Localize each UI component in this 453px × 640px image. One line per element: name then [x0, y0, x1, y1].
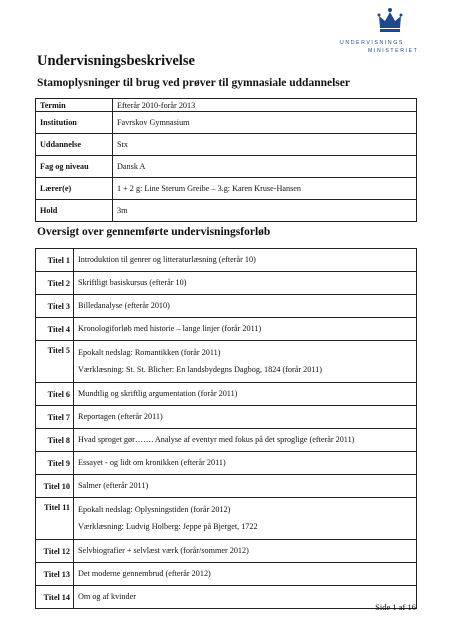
page-number: Side 1 af 16 [375, 602, 416, 612]
course-description [74, 295, 417, 318]
page-subtitle: Stamoplysninger til brug ved prøver til gymnasiale uddannelser [37, 77, 350, 89]
course-label: Titel 8 [36, 429, 74, 452]
table-row [36, 178, 417, 200]
courses-table [35, 248, 417, 609]
course-description [74, 318, 417, 341]
ministry-logo [340, 6, 440, 61]
course-label: Titel 3 [36, 295, 74, 318]
table-row [36, 156, 417, 178]
table-row [36, 200, 417, 222]
info-label: Hold [36, 200, 113, 222]
section-heading: Oversigt over gennemførte undervisningsforløb [37, 226, 271, 238]
course-line: Hvad sproget gør……. Analyse af eventyr med fokus på det sproglige (efterår 2011) [78, 435, 355, 444]
course-label: Titel 14 [36, 586, 74, 609]
table-row [36, 318, 417, 341]
info-value: 3m [113, 200, 417, 222]
course-description [74, 429, 417, 452]
course-description [74, 383, 417, 406]
course-line: Salmer (efterår 2011) [78, 481, 149, 490]
table-row [36, 99, 417, 112]
logo-text-line2: MINISTERIET [368, 48, 419, 54]
table-row [36, 249, 417, 272]
info-value: 1 + 2 g: Line Sterum Greibe – 3.g: Karen Kruse-Hansen [113, 178, 417, 200]
info-table [35, 98, 417, 222]
course-line: Epokalt nedslag: Oplysningstiden (forår 2012) [78, 505, 231, 514]
course-description [74, 341, 417, 383]
course-line: Kronologiforløb med historie – lange linjer (forår 2011) [78, 324, 262, 333]
info-label: Termin [36, 99, 113, 112]
course-line: Værklæsning: Ludvig Holberg: Jeppe på Bjerget, 1722 [78, 522, 258, 531]
course-description [74, 406, 417, 429]
info-label: Institution [36, 112, 113, 134]
course-label: Titel 4 [36, 318, 74, 341]
course-label: Titel 9 [36, 452, 74, 475]
course-line: Mundtlig og skriftlig argumentation (forår 2011) [78, 389, 238, 398]
table-row [36, 341, 417, 383]
table-row [36, 452, 417, 475]
course-line: Skriftligt basiskursus (efterår 10) [78, 278, 187, 287]
course-label: Titel 12 [36, 540, 74, 563]
info-value: Dansk A [113, 156, 417, 178]
info-label: Lærer(e) [36, 178, 113, 200]
course-line: Essayet - og lidt om kronikken (efterår 2011) [78, 458, 226, 467]
table-row [36, 134, 417, 156]
info-value: Efterår 2010-forår 2013 [113, 99, 417, 112]
info-value: Stx [113, 134, 417, 156]
table-row [36, 295, 417, 318]
course-description [74, 475, 417, 498]
page-title: Undervisningsbeskrivelse [37, 53, 195, 69]
course-description [74, 249, 417, 272]
table-row [36, 563, 417, 586]
course-description [74, 498, 417, 540]
table-row [36, 406, 417, 429]
logo-text-line1: UNDERVISNINGS [340, 40, 404, 46]
table-row [36, 540, 417, 563]
course-line: Værklæsning: St. St. Blicher: En landsbydegns Dagbog, 1824 (forår 2011) [78, 365, 322, 374]
course-label: Titel 11 [36, 498, 74, 540]
course-label: Titel 2 [36, 272, 74, 295]
table-row [36, 383, 417, 406]
info-label: Fag og niveau [36, 156, 113, 178]
table-row [36, 429, 417, 452]
course-line: Billedanalyse (efterår 2010) [78, 301, 170, 310]
course-description [74, 452, 417, 475]
course-description [74, 563, 417, 586]
course-description [74, 272, 417, 295]
course-line: Reportagen (efterår 2011) [78, 412, 163, 421]
course-line: Om og af kvinder [78, 592, 136, 601]
info-label: Uddannelse [36, 134, 113, 156]
crown-icon [375, 6, 405, 36]
course-line: Selvbiografier + selvlæst værk (forår/sommer 2012) [78, 546, 249, 555]
course-label: Titel 10 [36, 475, 74, 498]
table-row [36, 272, 417, 295]
table-row [36, 586, 417, 609]
table-row [36, 498, 417, 540]
course-line: Epokalt nedslag: Romantikken (forår 2011) [78, 348, 221, 357]
course-label: Titel 5 [36, 341, 74, 383]
table-row [36, 475, 417, 498]
course-label: Titel 6 [36, 383, 74, 406]
info-value: Favrskov Gymnasium [113, 112, 417, 134]
course-label: Titel 1 [36, 249, 74, 272]
course-description [74, 540, 417, 563]
course-line: Introduktion til genrer og litteraturlæsning (efterår 10) [78, 255, 256, 264]
course-label: Titel 13 [36, 563, 74, 586]
table-row [36, 112, 417, 134]
course-line: Det moderne gennembrud (efterår 2012) [78, 569, 211, 578]
course-description [74, 586, 417, 609]
course-label: Titel 7 [36, 406, 74, 429]
